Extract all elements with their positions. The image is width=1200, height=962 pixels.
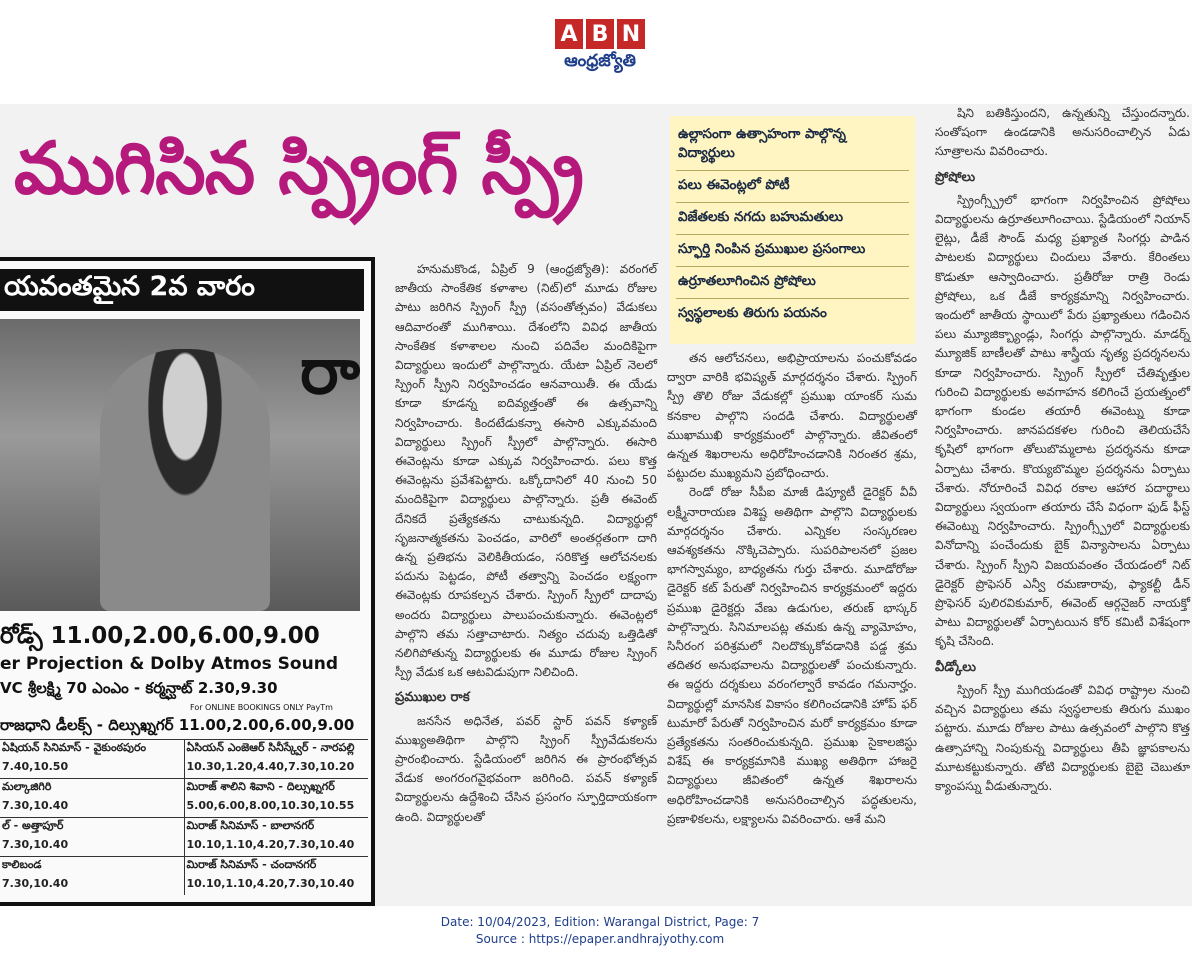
ad-cell: ఏషియన్ సినిమాస్ - వైకుంఠపురం 7.40,10.50 — [0, 740, 185, 778]
subheading-farewell: వీడ్కోలు — [935, 659, 976, 675]
highlight-item: ఉర్రూతలూగించిన ప్రోషోలు — [676, 267, 909, 299]
logo-letter-b: B — [586, 19, 614, 49]
ad-cell: కాలిబండ 7.30,10.40 — [0, 857, 185, 895]
ad-banner: యవంతమైన 2వ వారం — [0, 269, 364, 311]
ad-theatre-1: VC శ్రీలక్ష్మి 70 ఎంఎం - కర్మన్ఘాట్ 2.30,9.30 — [0, 679, 278, 697]
ad-cell: మల్కాజిగిరి 7.30,10.40 — [0, 779, 185, 817]
ad-title-glyph: రా — [300, 335, 360, 409]
date-edition: Date: 10/04/2023, Edition: Warangal District, Page: 7 — [440, 915, 760, 929]
highlight-item: స్వస్థలాలకు తిరుగు పయనం — [678, 305, 827, 321]
logo-letter-n: N — [617, 19, 645, 49]
article-paragraph: స్ప్రింగ్స్ప్రీలో భాగంగా నిర్వహించిన ప్రోషోలు విద్యార్థులను ఉర్రూతలూగించాయి. స్టేడియంలో నియాన్ లైట్లు, డీజే సౌండ్ మధ్య ప్రఖ్యాత సింగర్లు పాడిన పాటలకు విద్యార్థులు చిందులు వేశారు. కేరింతలు కొడుతూ ఆస్వాదించారు. ప్రతీరోజు రాత్రి రెండు ప్రోషోలు, ఒక డీజే కార్యక్రమాన్ని నిర్వహించారు. ఇందులో జాతీయ స్థాయిలో పేరు ప్రఖ్యాతులు గడించిన పలు మ్యూజిక్బ్యాండ్లు, సింగర్లు పాల్గొన్నారు. మాడర్న్ మ్యూజిక్ బాణీలతో పాటు శాస్త్రీయ నృత్య ప్రదర్శనలను కూడా నిర్వహించారు. స్ప్రింగ్ స్ప్రీలో చేతివృత్తుల గురించి విద్యార్థులకు అవగాహన కలిగించే ప్రయత్నంలో భాగంగా కుండల తయారీ ఈవెంట్ను కూడా నిర్వహించారు. జానపదకళల గురించి తెలియచేసే కృషిలో భాగంగా తోలుబొమ్మలాట ప్రదర్శనను కూడా ఏర్పాటు చేశారు. కొయ్యబొమ్మల ప్రదర్శనను ఏర్పాటు చేశారు. నోరూరించే వివిధ రకాల ఆహార పదార్థాలు విద్యార్థులు స్వయంగా తయారు చేసే విధంగా ఫుడ్ ఫీస్ట్ ఈవెంట్ను నిర్వహించారు. స్ప్రింగ్స్ప్రీలో విద్యార్థులకు వినోదాన్ని పంచేందుకు బైక్ విన్యాసాలను ఏర్పాటు చేశారు. స్ప్రింగ్ స్ప్రీని విజయవంతం చేయడంలో నిట్ డైరెక్టర్ ప్రొఫెసర్ ఎన్వీ రమణారావు, ఫ్యాకల్టీ డీన్ ప్రొఫెసర్ పులిరవికుమార్, ఈవెంట్ ఆర్గనైజర్ నాయక్తో పాటు విద్యార్థులతో ఏర్పాటయిన కోర్ కమిటీ విశేషంగా కృషి చేసింది. — [935, 192, 1190, 649]
subheading-proshows: ప్రోషోలు — [935, 169, 976, 185]
ad-cell: ల్ - అత్తాపూర్ 7.30,10.40 — [0, 818, 185, 856]
ad-theatre-grid — [0, 739, 368, 895]
article-paragraph: స్ప్రింగ్ స్ప్రీ ముగియడంతో వివిధ రాష్ట్రాల నుంచి వచ్చిన విద్యార్థులు తమ స్వస్థలాలకు తిరుగు ముఖం పట్టారు. మూడు రోజుల పాటు ఉత్సవంలో పాల్గొని కొత్త ఉత్సాహాన్ని నింపుకున్న విద్యార్థులు తీపి జ్ఞాపకాలను మూటకట్టుకున్నారు. తోటి విద్యార్థులకు బైబై చెబుతూ క్యాంపస్ను వీడుతున్నారు. — [935, 682, 1190, 793]
subheading-celebrities: ప్రముఖుల రాక — [395, 690, 470, 706]
article-paragraph: జనసేన అధినేత, పవర్ స్టార్ పవన్ కళ్యాణ్ ముఖ్యఅతిథిగా పాల్గొని స్ప్రింగ్ స్ప్రీవేడుకలను ప్రారంభించారు. స్టేడియంలో జరిగిన ఈ ప్రారంభోత్సవ వేడుక అంగరంగవైభవంగా జరిగింది. పవన్ కళ్యాణ్ విద్యార్థులను ఉద్దేశించి చేసిన ప్రసంగం స్ఫూర్తిదాయకంగా ఉంది. విద్యార్థులతో — [395, 713, 657, 824]
ad-cell: ఏసియన్ ఎంజెఆర్ సినీస్క్వేర్ - నారపల్లి 10.30,1.20,4.40,7.30,10.20 — [186, 741, 355, 773]
ad-cell: మిరాజ్ సినిమాస్ - బాలానగర్ 10.10,1.10,4.20,7.30,10.40 — [186, 819, 355, 851]
ad-row — [0, 739, 368, 778]
ad-online-booking: For ONLINE BOOKINGS ONLY PayTm — [190, 703, 333, 712]
actor-photo — [100, 349, 270, 611]
ad-photo — [0, 319, 360, 611]
highlight-item: ఉల్లాసంగా ఉత్సాహంగా పాల్గొన్న విద్యార్థులు — [676, 120, 909, 171]
brand-text: ఆంధ్రజ్యోతి — [564, 51, 636, 71]
ad-cell: మిరాజ్ శాలిని శివాని - దిల్సుఖ్నగర్ 5.00,6.00,8.00,10.30,10.55 — [186, 780, 355, 812]
article-column-2 — [667, 349, 917, 829]
highlight-item: పలు ఈవెంట్లలో పోటీ — [676, 171, 909, 203]
ad-projection: er Projection & Dolby Atmos Sound — [0, 654, 338, 674]
highlight-item: స్ఫూర్తి నింపిన ప్రముఖుల ప్రసంగాలు — [676, 235, 909, 267]
article-column-3 — [935, 104, 1190, 796]
logo-letter-a: A — [555, 19, 583, 49]
ad-cell: మిరాజ్ సినిమాస్ - చందానగర్ 10.10,1.10,4.20,7.30,10.40 — [186, 858, 355, 890]
ad-show-times: రోడ్స్ 11.00,2.00,6.00,9.00 — [0, 623, 320, 649]
ad-row — [0, 778, 368, 817]
ad-theatre-2: రాజధాని డీలక్స్ - దిల్సుఖ్నగర్ 11.00,2.00,6.00,9.00 — [0, 716, 355, 734]
highlight-item: విజేతలకు నగదు బహుమతులు — [676, 203, 909, 235]
ad-row — [0, 856, 368, 895]
article-paragraph: హనుమకొండ, ఏప్రిల్ 9 (ఆంధ్రజ్యోతి): వరంగల్ జాతీయ సాంకేతిక కళాశాల (నిట్)లో మూడు రోజుల పాటు జరిగిన స్ప్రింగ్ స్ప్రీ (వసంతోత్సవం) వేడుకలు ఆదివారంతో ముగిశాయి. దేశంలోని వివిధ జాతీయ సాంకేతిక కళాశాలల నుంచి పదివేల మందికిపైగా విద్యార్థులు ఇందులో పాల్గొన్నారు. యేటా ఏప్రిల్ నెలలో స్ప్రింగ్ స్ప్రీని నిర్వహించడం ఆనవాయితీ. ఈ యేడు కూడా కూడన్న ఐదివ్యత్తంతో ఈ ఉత్సవాన్ని నిర్వహించారు. కిందటేడుకన్నా ఈసారి ఎక్కువమంది విద్యార్థులు స్ప్రింగ్ స్ప్రీలో పాల్గొన్నారు. ఈసారి ఈవెంట్లను కూడా ఎక్కువ నిర్వహించారు. పలు కొత్త ఈవెంట్లను ప్రవేశపెట్టారు. ఒక్కోదానిలో 40 నుంచి 50 మందికిపైగా విద్యార్థులు పాల్గొన్నారు. ప్రతీ ఈవెంట్ దేనికదే ప్రత్యేకతను చాటుకున్నది. విద్యార్థుల్లో సృజనాత్మకతను పెంచడం, వారిలో అంతర్గతంగా దాగి ఉన్న ప్రతిభను వెలికితీయడం, సరికొత్త ఆలోచనలకు పదును పెట్టడం, పోటీ తత్వాన్ని పెంచడం లక్ష్యంగా ఈవెంట్లకు రూపకల్పన చేశారు. స్ప్రింగ్ స్ప్రీలో దాదాపు అందరు విద్యార్థులు పాలుపంచుకున్నారు. ఈవెంట్లలో పాల్గొని తమ సత్తాచాటారు. నిత్యం చదువు ఒత్తిడితో నలిగిపోతున్న విద్యార్థులకు ఈ మూడు రోజుల స్ప్రింగ్ స్ప్రీ వేడుక ఒక ఆటవిడుపుగా నిలిచింది. — [395, 262, 657, 680]
article-paragraph: షిని బతికిస్తుందని, ఉన్నతున్ని చేస్తుందన్నారు. సంతోషంగా ఉండడానికి అనుసరించాల్సిన ఏడు సూత్రాలను వివరించారు. — [935, 106, 1190, 159]
highlights-box — [670, 116, 915, 344]
headline: ముగిసిన స్ప్రింగ్ స్ప్రీ — [14, 126, 583, 210]
source-link[interactable]: Source : https://epaper.andhrajyothy.com — [475, 932, 725, 946]
ad-row — [0, 817, 368, 856]
article-column-1 — [395, 260, 657, 827]
article-paragraph: తన ఆలోచనలు, అభిప్రాయాలను పంచుకోవడం ద్వారా వారికి భవిష్యత్ మార్గదర్శనం చేశారు. స్ప్రింగ్ స్ప్రీ తొలి రోజు వేడుకల్లో ప్రముఖ యాంకర్ సుమ కనకాల పాల్గొని సందడి చేశారు. విద్యార్థులతో ముఖాముఖి కార్యక్రమంలో పాల్గొన్నారు. జీవితంలో ఉన్నత శిఖరాలను అధిరోహించడానికి నిరంతర శ్రమ, పట్టుదల ముఖ్యమని ప్రబోధించారు. — [667, 351, 917, 481]
source-footer — [0, 914, 1200, 948]
masthead — [0, 0, 1200, 88]
article-paragraph: రెండో రోజు సీపీఐ మాజీ డిప్యూటీ డైరెక్టర్ వీవీ లక్ష్మీనారాయణ విశిష్ట అతిథిగా పాల్గొని విద్యార్థులకు మార్గదర్శనం చేశారు. ఎన్నికల సంస్కరణల ఆవశ్యకతను నొక్కిచెప్పారు. సుపరిపాలనలో ప్రజల భాగస్వామ్యం, బాధ్యతను గుర్తు చేశారు. మూడోరోజు డైరెక్టర్ కట్ పేరుతో నిర్వహించిన కార్యక్రమంలో ఇద్దరు ప్రముఖ డైరెక్టర్లు వేణు ఉడుగుల, తరుణ్ భాస్కర్ పాల్గొన్నారు. సినిమాలపట్ల తమకు ఉన్న వ్యామోహం, సినీరంగ పరిశ్రమలో నిలదొక్కుకోవడానికి పడ్డ శ్రమ తదితర అనుభవాలను విద్యార్థులతో పంచుకున్నారు. ఈ ఇద్దరు దర్శకులు వరంగల్వారే కావడం గమనార్హం. విద్యార్థుల్లో మానసిక వికాసం కలిగించడానికి హోప్ ఫర్ టుమారో పేరుతో నిర్వహించిన మరో కార్యక్రమం కూడా ప్రత్యేకతను సంతరించుకున్నది. ప్రముఖ సైకాలజిస్టు విశేష్ ఈ కార్యక్రమానికి ముఖ్య అతిథిగా హాజరై విద్యార్థులు జీవితంలో ఉన్నత శిఖరాలను అధిరోహించడానికి అనుసరించాల్సిన పద్ధతులను, ప్రణాళికలను, లక్ష్యాలను వివరించారు. ఆశే మని — [667, 485, 917, 826]
abn-logo — [555, 19, 645, 49]
newspaper-clipping — [0, 104, 1192, 906]
movie-advertisement — [0, 257, 375, 906]
